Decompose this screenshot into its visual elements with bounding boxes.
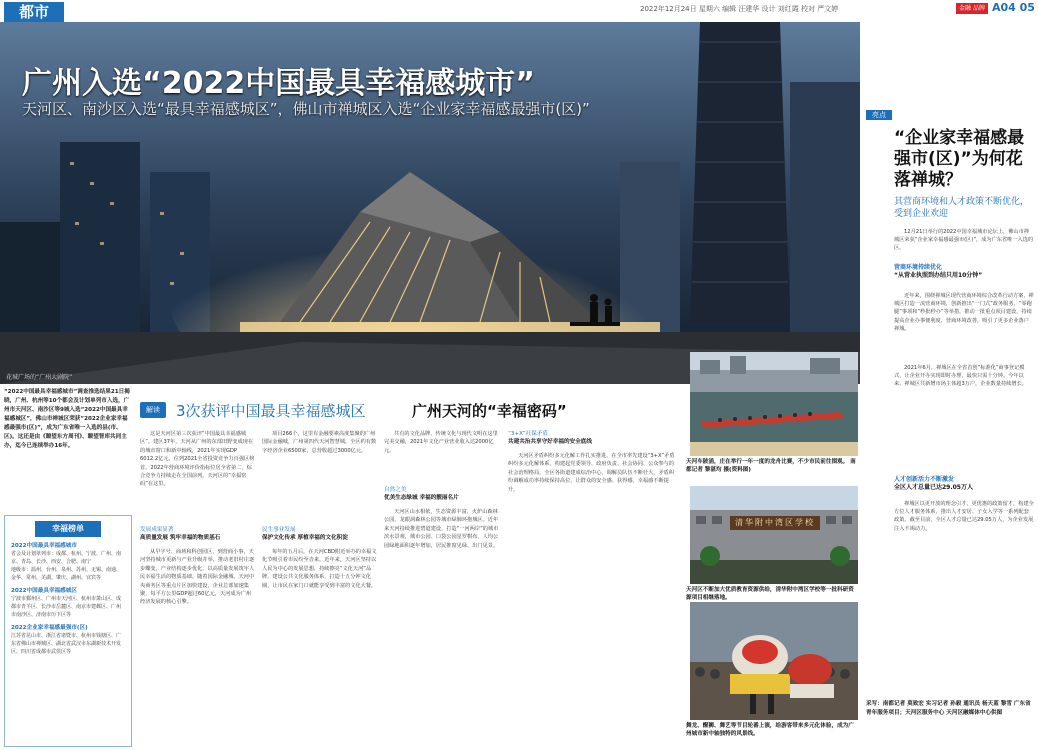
article-col-4-text: 天河区矛盾纠纷多元化解工作扎实推进，在全市率先建设“3+X”矛盾纠纷多元化解体系，构建起党委领导、政府负责、社会协同、公众参与的社会治理格局。全区各街道建成综治中心，调解员队伍不断壮大，矛盾纠纷调解成功率持续保持高位，让群众的安全感、获得感、幸福感不断提升。 [508, 453, 675, 493]
analysis-title: 3次获评中国最具幸福感城区 [176, 402, 366, 420]
subhead-kicker: 自然之美 [384, 487, 407, 493]
credits-block: 采写：南都记者 莫致宏 实习记者 孙毅 通讯员 杨天蓝 黎雪 广东省青年服务项目；天河区服务中心 天河区融媒体中心供图 [866, 701, 1031, 716]
ranking-category: 2022中国最具幸福感城市 [11, 543, 77, 549]
school-building-illustration [690, 486, 858, 584]
right-section-head-1: 营商环境持续优化 [894, 264, 943, 271]
right-headline: “企业家幸福感最强市(区)”为何花落禅城？ [894, 128, 1025, 190]
article-col-2-text: 项目266个，这里有金融要素高度集聚的广州国际金融城，广州第四代天河智慧城，全区约有数字经济企业6500家，总营收超过3000亿元。 [262, 431, 377, 454]
ranking-category: 2022企业家幸福感最强市(区) [11, 625, 88, 631]
subhead-kicker: “3+X”社保矛盾 [508, 431, 549, 437]
section-label: 都市 [4, 2, 64, 22]
ranking-item: 省会及计划单列市：成都、杭州、宁波、广州、南京、青岛、长沙、西安、合肥、南宁 [11, 551, 122, 565]
article-col-2-subhead [262, 526, 378, 542]
article-col-1-text: 这是天河区第三次获评“中国最具幸福感城区”。建区37年，天河从广州的东部田野变成现在的城市窗口和新中轴线，2021年实现GDP 6012.2亿元，位列2021全省投资竞争力百强区榜首。2022年营商环境评价指标位居全省第二，综合竞争力持续走在全国前列。天河区的“幸福密码”在这里。 [140, 431, 255, 488]
ranking-list-title: 幸福榜单 [35, 521, 101, 537]
dateline: 2022年12月24日 星期六 编辑 汪建华 设计 刘红霞 校对 严文婷 [640, 5, 839, 13]
right-section-subhead-1: “从营业执照到办结只用10分钟” [894, 272, 983, 279]
ranking-category: 2022中国最具幸福感城区 [11, 588, 77, 594]
photo-caption-3: 舞龙、醒狮、舞艺等节目轮番上演，给游客带来多元化体验，成为广州城市新中轴独特的风景线。 [686, 723, 854, 737]
photo-caption-2: 天河区不断加大优质教育资源供给，清华附中湾区学校等一批科研资源项目相继落地。 [686, 587, 854, 601]
hero-title: 广州入选“2022中国最具幸福感城市” [22, 66, 535, 101]
lion-dance-illustration [690, 602, 858, 720]
right-paragraph-3: 2021年6月，禅城区在全省首创“标准化”商事登记模式，让企业开办实现即时办理，最快只需十分钟。今年以来，禅城区共新增市场主体超3万户，企业数量持续增长。 [894, 365, 1027, 388]
ranking-item: 江苏省昆山市、浙江省诸暨市、杭州市钱塘区、广东省佛山市禅城区、湖北省武汉市东湖新技术开发区、四川省成都市武侯区等 [11, 633, 122, 655]
subhead-title: 保护文化传承 厚植幸福的文化积淀 [262, 535, 348, 541]
dragon-boat-illustration [690, 352, 858, 456]
dragon-boat-photo [690, 352, 858, 456]
right-section-subhead-2: 全区人才总量已达29.05万人 [894, 484, 973, 491]
hero-photo [0, 22, 860, 384]
school-sign: 清华附中湾区学校 [735, 518, 815, 527]
intro-paragraph: “2022中国最具幸福感城市”调查推选结果21日揭晓，广州、杭州等10个都会及计划单列市入选，广州市天河区、南沙区等9城入选“2022中国最具幸福感城区”，佛山市禅城区荣获“2022企业家幸福感最强市(区)”，成为广东省唯一入选的县(市、区)。这还是由《瞭望东方周刊》、瞭望智库共同主办，迄今已连续举办16年。 [4, 389, 130, 449]
right-subheadline: 其营商环境和人才政策不断优化，受到企业欢迎 [894, 197, 1030, 219]
article-col-3-subhead [384, 486, 500, 502]
page-number: A04 05 [992, 1, 1035, 14]
analysis-badge: 解读 [140, 402, 166, 418]
photo-caption-1: 天河车陂涌，庄在举行一年一度的龙舟比赛，不少市民前往围观。 南都记者 黎湛均 摄(资料图) [686, 459, 856, 473]
analysis-title-highlight: 广州天河的“幸福密码” [412, 402, 567, 420]
article-col-2-text-2: 每年的五月后，在天河CBD附近举办的幸福文化节吸引着市民纷至沓来。近年来，天河区坚持以人民为中心的发展思想，持续擦亮“文化天河”品牌，建设公共文化服务体系，打造十五分钟文化圈，让市民在家门口就能享受到丰富的文化大餐。 [262, 549, 377, 589]
subhead-kicker: 发展成果显著 [140, 527, 174, 533]
hero-photo-credit: 花城广场的“广州大剧院” [6, 374, 73, 381]
right-paragraph-4: 禅城区以更开放的理念引才、更优惠的政策留才，构建全方位人才服务体系，推出人才安居、子女入学等一系列配套政策。截至目前，全区人才总量已达29.05万人，为企业发展注入不竭动力。 [894, 501, 1034, 532]
subhead-title: 共建共治共享守好幸福的安全底线 [508, 439, 592, 445]
school-photo [690, 486, 858, 584]
highlight-tag: 亮点 [866, 110, 892, 120]
ranking-list-box [4, 515, 132, 747]
hero-subtitle: 天河区、南沙区入选“最具幸福感城区”，佛山市禅城区入选“企业家幸福感最强市(区)” [22, 100, 590, 118]
subhead-title: 优美生态绿城 幸福的靓丽名片 [384, 495, 459, 501]
masthead-bar [0, 0, 1038, 22]
right-section-head-2: 人才创新活力不断激发 [894, 476, 955, 483]
article-col-3-text: 共有的文化品牌，传统文化与现代文明在这里完美交融，2021年文化产业营业收入达2000亿元。 [384, 431, 498, 454]
article-col-4-subhead [508, 430, 678, 446]
subhead-title: 高质量发展 筑牢幸福的物质基石 [140, 535, 221, 541]
right-paragraph-1: 12月21日举行的2022中国幸福城市论坛上，佛山市禅城区荣获“企业家幸福感最强市(区)”，成为广东省唯一入选的区。 [894, 229, 1034, 252]
date-badge: 金融 品牌 [956, 3, 988, 14]
ranking-item: 宁波市鄞州区、广州市天河区、杭州市萧山区、成都市青羊区、长沙市岳麓区、南京市建邺区、广州市南沙区、济南市历下区等 [11, 596, 122, 618]
article-col-1-subhead [140, 526, 256, 542]
subhead-kicker: 民生事业发展 [262, 527, 296, 533]
right-paragraph-2: 近年来，围绕禅城区现代营商环境综合改革行动方案，禅城区打造一流营商环境，创新推出“一门式”政务服务、“零跑腿”事项和“秒批秒办”等举措，推动一批重点项目建设，持续提高企业办事便利度。营商环境改善，吸引了更多企业落户禅城。 [894, 293, 1034, 332]
article-col-1-text-2: 从早字号、商场和科创园区，到营商小事，天河坚持城市更新与产业升级并举，推动老旧村庄逐步蝶变，产业结构逐步优化，以高质量发展筑牢人民幸福生活的物质基础。随着国际金融城、天河中央商务区等重点片区加快建设，企业总部加速集聚，每平方公里GDP超过60亿元，天河成为广州经济发展的核心引擎。 [140, 549, 255, 606]
lion-dance-photo [690, 602, 858, 720]
article-col-3-text-2: 天河区山水相依，生态资源丰富，火炉山森林公园、龙眼洞森林公园等城市绿肺环抱城区。近年来天河持续推进碧道建设，打造“一河两岸”的城市滨水景观，城市公园、口袋公园星罗棋布，人均公园绿地面积逐年增加，居民推窗见绿、出门见景。 [384, 509, 499, 549]
ranking-item: 地级市：温州、台州、泉州、苏州、无锡、南通、金华、常州、芜湖、肇庆、湖州、宜宾等 [11, 567, 122, 581]
